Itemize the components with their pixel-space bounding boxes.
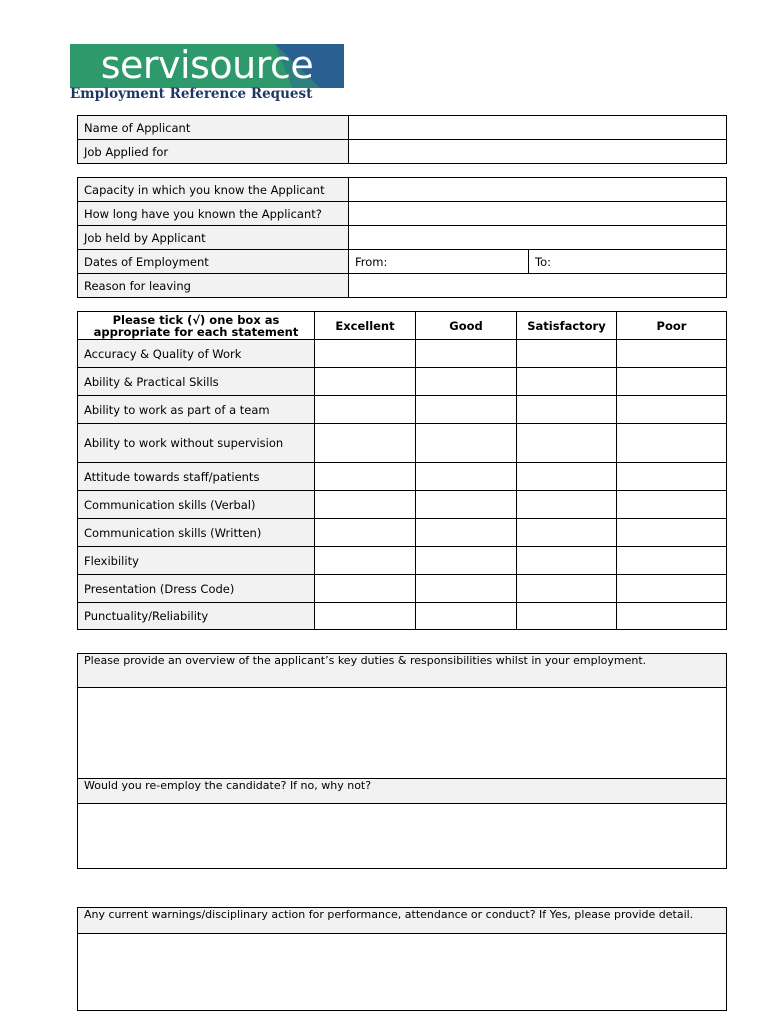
statement-label: Punctuality/Reliability (78, 603, 315, 630)
warnings-answer-field[interactable] (78, 934, 727, 1011)
dates-label: Dates of Employment (78, 250, 349, 274)
rating-row (78, 575, 727, 603)
rating-cell-good[interactable] (416, 547, 517, 575)
rating-cell-poor[interactable] (617, 575, 727, 603)
rating-cell-excellent[interactable] (315, 575, 416, 603)
warnings-question: Any current warnings/disciplinary action for performance, attendance or conduct? If Yes, please provide detail. (78, 908, 727, 934)
rating-row (78, 368, 727, 396)
rating-cell-excellent[interactable] (315, 368, 416, 396)
how-long-label: How long have you known the Applicant? (78, 202, 349, 226)
rating-cell-poor[interactable] (617, 603, 727, 630)
rating-cell-good[interactable] (416, 575, 517, 603)
statement-label: Ability & Practical Skills (78, 368, 315, 396)
statement-label: Communication skills (Written) (78, 519, 315, 547)
rating-cell-good[interactable] (416, 491, 517, 519)
table-row (78, 178, 727, 202)
rating-row (78, 491, 727, 519)
rating-cell-satisfactory[interactable] (517, 396, 617, 424)
statement-label: Presentation (Dress Code) (78, 575, 315, 603)
to-label: To: (535, 254, 551, 269)
applicant-table (77, 115, 727, 164)
rating-row (78, 396, 727, 424)
from-date-field[interactable] (349, 250, 529, 274)
rating-cell-good[interactable] (416, 463, 517, 491)
rating-instruction: Please tick (√) one box as appropriate for each statement (78, 312, 315, 340)
statement-label: Ability to work without supervision (78, 424, 315, 463)
rating-row (78, 463, 727, 491)
capacity-label: Capacity in which you know the Applicant (78, 178, 349, 202)
column-header-good: Good (416, 312, 517, 340)
rating-cell-excellent[interactable] (315, 340, 416, 368)
statement-label: Flexibility (78, 547, 315, 575)
reason-field[interactable] (349, 274, 727, 298)
job-applied-field[interactable] (349, 140, 727, 164)
rating-cell-good[interactable] (416, 519, 517, 547)
rating-row (78, 424, 727, 463)
warnings-table (77, 907, 727, 1011)
rating-cell-poor[interactable] (617, 491, 727, 519)
rating-cell-poor[interactable] (617, 368, 727, 396)
rating-cell-satisfactory[interactable] (517, 575, 617, 603)
rating-cell-excellent[interactable] (315, 424, 416, 463)
capacity-field[interactable] (349, 178, 727, 202)
company-logo (70, 44, 344, 88)
rating-row (78, 519, 727, 547)
rating-header-row (78, 312, 727, 340)
rating-cell-excellent[interactable] (315, 491, 416, 519)
reemploy-answer-field[interactable] (78, 804, 727, 869)
job-held-field[interactable] (349, 226, 727, 250)
rating-cell-poor[interactable] (617, 396, 727, 424)
rating-cell-good[interactable] (416, 368, 517, 396)
rating-cell-good[interactable] (416, 424, 517, 463)
rating-cell-poor[interactable] (617, 547, 727, 575)
rating-cell-poor[interactable] (617, 519, 727, 547)
overview-table (77, 653, 727, 869)
table-row (78, 934, 727, 1011)
reason-label: Reason for leaving (78, 274, 349, 298)
column-header-poor: Poor (617, 312, 727, 340)
statement-label: Ability to work as part of a team (78, 396, 315, 424)
statement-label: Attitude towards staff/patients (78, 463, 315, 491)
table-row (78, 250, 727, 274)
rating-cell-excellent[interactable] (315, 519, 416, 547)
rating-row (78, 603, 727, 630)
rating-cell-satisfactory[interactable] (517, 491, 617, 519)
rating-cell-satisfactory[interactable] (517, 603, 617, 630)
rating-row (78, 547, 727, 575)
to-date-field[interactable] (529, 250, 727, 274)
rating-cell-satisfactory[interactable] (517, 519, 617, 547)
logo-text: servisource (100, 44, 314, 87)
rating-cell-satisfactory[interactable] (517, 340, 617, 368)
how-long-field[interactable] (349, 202, 727, 226)
table-row (78, 274, 727, 298)
rating-table (77, 311, 727, 630)
rating-cell-good[interactable] (416, 340, 517, 368)
rating-cell-good[interactable] (416, 603, 517, 630)
reemploy-question: Would you re-employ the candidate? If no, why not? (78, 779, 727, 804)
rating-cell-excellent[interactable] (315, 463, 416, 491)
rating-cell-poor[interactable] (617, 340, 727, 368)
rating-cell-excellent[interactable] (315, 603, 416, 630)
column-header-satisfactory: Satisfactory (517, 312, 617, 340)
rating-cell-excellent[interactable] (315, 547, 416, 575)
table-row (78, 140, 727, 164)
job-applied-label: Job Applied for (78, 140, 349, 164)
table-row (78, 202, 727, 226)
page-title: Employment Reference Request (70, 86, 313, 102)
overview-answer-field[interactable] (78, 688, 727, 779)
rating-cell-poor[interactable] (617, 463, 727, 491)
table-row (78, 116, 727, 140)
rating-cell-poor[interactable] (617, 424, 727, 463)
overview-question: Please provide an overview of the applicant’s key duties & responsibilities whilst in your employment. (78, 654, 727, 688)
applicant-name-field[interactable] (349, 116, 727, 140)
rating-row (78, 340, 727, 368)
details-table (77, 177, 727, 298)
rating-cell-satisfactory[interactable] (517, 547, 617, 575)
statement-label: Communication skills (Verbal) (78, 491, 315, 519)
rating-cell-satisfactory[interactable] (517, 368, 617, 396)
table-row (78, 908, 727, 934)
job-held-label: Job held by Applicant (78, 226, 349, 250)
rating-cell-satisfactory[interactable] (517, 424, 617, 463)
applicant-name-label: Name of Applicant (78, 116, 349, 140)
table-row (78, 779, 727, 804)
rating-cell-good[interactable] (416, 396, 517, 424)
from-label: From: (355, 254, 388, 269)
rating-cell-satisfactory[interactable] (517, 463, 617, 491)
table-row (78, 688, 727, 779)
table-row (78, 226, 727, 250)
table-row (78, 804, 727, 869)
table-row (78, 654, 727, 688)
statement-label: Accuracy & Quality of Work (78, 340, 315, 368)
column-header-excellent: Excellent (315, 312, 416, 340)
rating-cell-excellent[interactable] (315, 396, 416, 424)
